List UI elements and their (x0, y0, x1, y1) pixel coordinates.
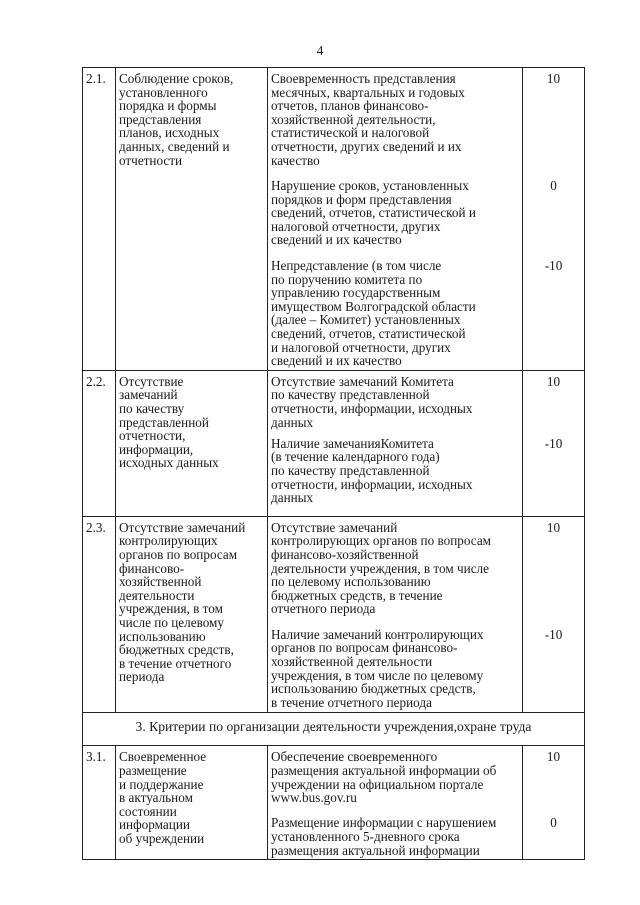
condition-text: Своевременность представления месячных, квартальных и годовых отчетов, планов финансово- хозяйственной деятельности, статистической и налоговой отчетности, других сведений и их качество (271, 71, 465, 168)
condition-text: Отсутствие замечаний Комитета по качеству представленной отчетности, информации, исходных данных (271, 373, 473, 430)
criterion-text: Своевременное размещение и поддержание в актуальном состоянии информации об учреждении (116, 746, 268, 860)
condition-text: Обеспечение своевременного размещения актуальной информации об учреждении на официальном портале www.bus.gov.ru (271, 749, 497, 806)
criterion-text: Отсутствие замечаний контролирующих органов по вопросам финансово- хозяйственной деятельности учреждения, в том числе по целевому использованию бюджетных средств, в течение отчетного периода (116, 516, 268, 712)
condition-text: Наличие замечанияКомитета (в течение календарного года) по качеству представленной отчетности, информации, исходных данных (271, 435, 473, 506)
criteria-table (82, 67, 585, 860)
points-cell (523, 370, 585, 516)
table-row-3-1 (83, 746, 585, 860)
section-3-heading-row (83, 712, 585, 746)
points-cell (523, 516, 585, 712)
points-cell (523, 68, 585, 371)
conditions-cell (268, 746, 523, 860)
points-value: 0 (550, 815, 557, 831)
points-value: 10 (546, 71, 561, 86)
table-row-2-1 (83, 68, 585, 371)
condition-text: Размещение информации с нарушением установленного 5-дневного срока размещения актуальной информации (271, 815, 497, 858)
row-number: 3.1. (83, 746, 116, 860)
criterion-text: Соблюдение сроков, установленного порядка и формы представления планов, исходных данных, сведений и отчетности (116, 68, 268, 371)
section-title: 3. Критерии по организации деятельности учреждения,охране труда (83, 712, 585, 746)
conditions-cell (268, 516, 523, 712)
condition-text: Нарушение сроков, установленных порядков и форм представления сведений, отчетов, статистической и налоговой отчетности, других сведений и их качество (271, 178, 476, 248)
points-cell (523, 746, 585, 860)
points-value: 0 (550, 178, 557, 193)
table-row-2-2 (83, 370, 585, 516)
condition-text: Непредставление (в том числе по поручению комитета по управлению государственным имуществом Волгоградской области (далее – Комитет) установленных сведений, отчетов, статистической и налоговой отчетности, других сведений и их качество (271, 258, 476, 369)
page-number: 4 (316, 43, 324, 58)
points-value: -10 (544, 435, 563, 451)
conditions-cell (268, 370, 523, 516)
condition-text: Отсутствие замечаний контролирующих органов по вопросам финансово-хозяйственной деятельности учреждения, в том числе по целевому использованию бюджетных средств, в течение отчетного периода (271, 519, 492, 617)
points-value: -10 (544, 258, 563, 273)
conditions-cell (268, 68, 523, 371)
row-number: 2.1. (83, 68, 116, 371)
row-number: 2.3. (83, 516, 116, 712)
condition-text: Наличие замечаний контролирующих органов по вопросам финансово- хозяйственной деятельности учреждения, в том числе по целевому использованию бюджетных средств, в течение отчетного периода (271, 626, 484, 710)
points-value: -10 (544, 626, 563, 642)
criterion-text: Отсутствие замечаний по качеству представленной отчетности, информации, исходных данных (116, 370, 268, 516)
points-value: 10 (546, 749, 561, 765)
points-value: 10 (546, 373, 561, 389)
row-number: 2.2. (83, 370, 116, 516)
table-row-2-3 (83, 516, 585, 712)
points-value: 10 (546, 519, 561, 535)
